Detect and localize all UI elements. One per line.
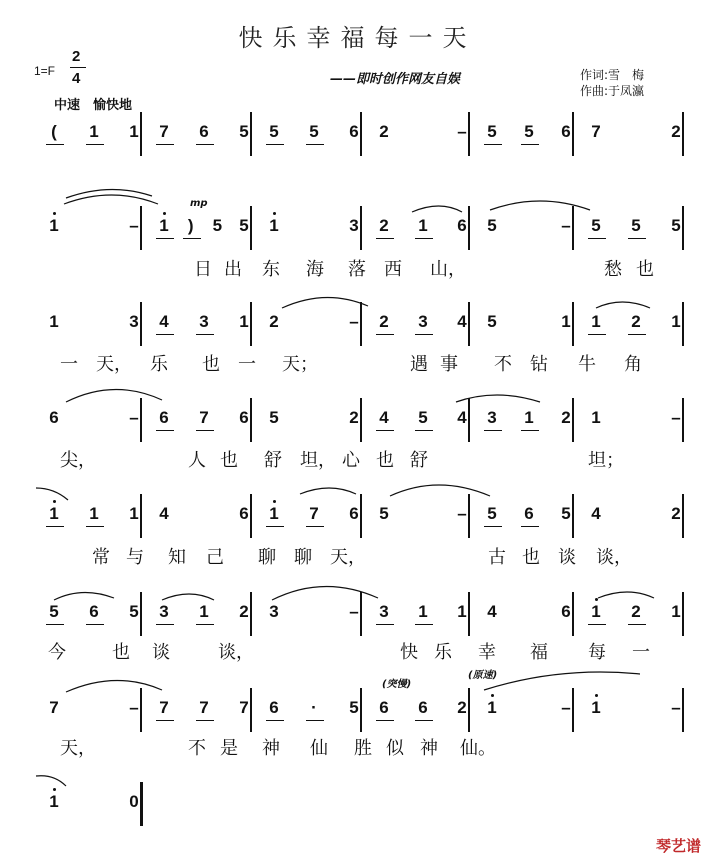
bar-line [468, 592, 470, 636]
jianpu-note: 2 [379, 122, 389, 141]
lyric-syllable: 尖， [60, 450, 96, 471]
jianpu-note: 6 [561, 122, 571, 141]
source-note: ——即时创作网友自娱 [330, 72, 461, 87]
lyric-syllable: 牛 [578, 354, 596, 375]
jianpu-note: 3 [349, 216, 359, 235]
jianpu-note: 1 [418, 216, 428, 235]
lyric-syllable: 东 [262, 259, 280, 280]
jianpu-note: 2 [671, 122, 681, 141]
jianpu-note: 1 [49, 312, 59, 331]
jianpu-note: 6 [199, 122, 209, 141]
bar-line [468, 494, 470, 538]
eighth-note-underline [521, 144, 539, 145]
jianpu-note: 5 [487, 122, 497, 141]
bar-line [572, 302, 574, 346]
jianpu-note: 5 [631, 216, 641, 235]
jianpu-note: 1 [418, 602, 428, 621]
jianpu-note: 6 [457, 216, 467, 235]
lyric-syllable: 天， [96, 354, 132, 375]
eighth-note-underline [196, 624, 214, 625]
jianpu-note: 6 [49, 408, 59, 427]
bar-line [572, 494, 574, 538]
score-row [30, 398, 685, 442]
bar-line [572, 112, 574, 156]
jianpu-note: 4 [159, 312, 169, 331]
jianpu-note: 1 [199, 602, 209, 621]
jianpu-note: 7 [49, 698, 59, 717]
score-row [30, 494, 685, 538]
eighth-note-underline [196, 720, 214, 721]
eighth-note-underline [628, 624, 646, 625]
jianpu-note: 3 [418, 312, 428, 331]
jianpu-note: 2 [631, 312, 641, 331]
bar-line [572, 206, 574, 250]
bar-line [360, 592, 362, 636]
eighth-note-underline [266, 720, 284, 721]
lyric-syllable: 常 [92, 547, 110, 568]
octave-dot-above [53, 500, 56, 503]
jianpu-note: – [349, 312, 359, 331]
lyricist-credit: 作词:雪 梅 [580, 68, 645, 82]
lyric-syllable: 天； [282, 354, 318, 375]
jianpu-note: 3 [129, 312, 139, 331]
lyric-syllable: 谈， [596, 547, 632, 568]
lyric-syllable: 也 [220, 450, 238, 471]
eighth-note-underline [156, 430, 174, 431]
jianpu-note: 5 [239, 216, 249, 235]
jianpu-note: 7 [199, 408, 209, 427]
eighth-note-underline [415, 238, 433, 239]
eighth-note-underline [196, 334, 214, 335]
lyric-syllable: 坦， [300, 450, 336, 471]
eighth-note-underline [376, 720, 394, 721]
bar-line [468, 112, 470, 156]
lyric-syllable: 每 [588, 642, 606, 663]
jianpu-note: 7 [239, 698, 249, 717]
jianpu-note: 1 [49, 216, 59, 235]
lyric-syllable: 日 [194, 259, 212, 280]
score-row [30, 592, 685, 636]
lyric-syllable: 古 [488, 547, 506, 568]
lyric-syllable: 也 [376, 450, 394, 471]
eighth-note-underline [156, 144, 174, 145]
eighth-note-underline [628, 238, 646, 239]
jianpu-note: 1 [49, 504, 59, 523]
octave-dot-above [595, 694, 598, 697]
bar-line [468, 398, 470, 442]
jianpu-note: – [671, 408, 681, 427]
lyric-syllable: 事 [440, 354, 458, 375]
lyric-syllable: 也 [112, 642, 130, 663]
jianpu-note: 5 [487, 504, 497, 523]
jianpu-note: 5 [49, 602, 59, 621]
jianpu-note: 5 [269, 122, 279, 141]
jianpu-note: 2 [349, 408, 359, 427]
tempo-marking: 中速 愉快地 [54, 98, 133, 113]
eighth-note-underline [415, 334, 433, 335]
jianpu-note: 4 [457, 408, 467, 427]
lyric-syllable: 出 [224, 259, 242, 280]
lyric-syllable: 仙 [310, 738, 328, 759]
eighth-note-underline [628, 334, 646, 335]
lyric-syllable: 己 [206, 547, 224, 568]
bar-line [250, 398, 252, 442]
jianpu-note: 1 [561, 312, 571, 331]
jianpu-note: 1 [591, 602, 601, 621]
eighth-note-underline [266, 144, 284, 145]
lyric-syllable: 聊 [294, 547, 312, 568]
lyric-syllable: 快 [400, 642, 418, 663]
octave-dot-above [595, 598, 598, 601]
lyric-syllable: 今 [48, 642, 66, 663]
jianpu-note: 7 [199, 698, 209, 717]
lyric-syllable: 似 [386, 738, 404, 759]
jianpu-note: 4 [457, 312, 467, 331]
lyric-syllable: 是 [220, 738, 238, 759]
bar-line [682, 688, 684, 732]
lyric-syllable: 不 [188, 738, 206, 759]
jianpu-note: 2 [561, 408, 571, 427]
jianpu-note: 7 [159, 698, 169, 717]
eighth-note-underline [376, 238, 394, 239]
bar-line [140, 206, 142, 250]
jianpu-note: ( [51, 122, 57, 141]
jianpu-note: 1 [457, 602, 467, 621]
jianpu-note: 4 [379, 408, 389, 427]
lyric-syllable: 神 [420, 738, 438, 759]
lyric-syllable: 乐 [150, 354, 168, 375]
octave-dot-above [53, 788, 56, 791]
eighth-note-underline [306, 526, 324, 527]
jianpu-note: 1 [49, 792, 59, 811]
bar-line [140, 494, 142, 538]
jianpu-note: 6 [349, 504, 359, 523]
jianpu-note: – [457, 504, 467, 523]
jianpu-note: 5 [561, 504, 571, 523]
lyric-syllable: 天， [60, 738, 96, 759]
lyric-syllable: 心 [342, 450, 360, 471]
eighth-note-underline [415, 720, 433, 721]
bar-line [250, 206, 252, 250]
eighth-note-underline [86, 624, 104, 625]
bar-line [682, 206, 684, 250]
octave-dot-above [163, 212, 166, 215]
bar-line [468, 206, 470, 250]
jianpu-note: 1 [487, 698, 497, 717]
bar-line [140, 782, 143, 826]
jianpu-note: 0 [129, 792, 139, 811]
eighth-note-underline [46, 624, 64, 625]
lyric-syllable: 也 [636, 259, 654, 280]
jianpu-note: 6 [349, 122, 359, 141]
bar-line [572, 688, 574, 732]
eighth-note-underline [588, 624, 606, 625]
eighth-note-underline [266, 526, 284, 527]
jianpu-note: 5 [349, 698, 359, 717]
eighth-note-underline [588, 238, 606, 239]
jianpu-note: 6 [524, 504, 534, 523]
eighth-note-underline [484, 526, 502, 527]
jianpu-note: 5 [269, 408, 279, 427]
jianpu-note: 5 [418, 408, 428, 427]
bar-line [250, 494, 252, 538]
lyric-syllable: 人 [188, 450, 206, 471]
lyric-syllable: 与 [126, 547, 144, 568]
bar-line [140, 398, 142, 442]
lyric-syllable: 一 [238, 354, 256, 375]
lyric-syllable: 也 [202, 354, 220, 375]
jianpu-note: 7 [159, 122, 169, 141]
jianpu-note: 6 [239, 408, 249, 427]
jianpu-note: – [349, 602, 359, 621]
bar-line [140, 112, 142, 156]
eighth-note-underline [156, 238, 174, 239]
jianpu-note: 1 [591, 698, 601, 717]
bar-line [140, 592, 142, 636]
jianpu-note: 6 [418, 698, 428, 717]
lyric-syllable: 海 [306, 259, 324, 280]
eighth-note-underline [415, 624, 433, 625]
lyric-syllable: 幸 [478, 642, 496, 663]
bar-line [360, 206, 362, 250]
jianpu-note: 2 [457, 698, 467, 717]
jianpu-note: 1 [239, 312, 249, 331]
eighth-note-underline [196, 144, 214, 145]
lyric-syllable: 天， [330, 547, 366, 568]
lyric-syllable: 山， [430, 259, 466, 280]
bar-line [468, 302, 470, 346]
jianpu-note: 3 [379, 602, 389, 621]
lyric-syllable: 胜 [354, 738, 372, 759]
lyric-syllable: 福 [530, 642, 548, 663]
jianpu-note: 1 [591, 312, 601, 331]
jianpu-note: 1 [89, 122, 99, 141]
jianpu-note: · [311, 698, 317, 717]
jianpu-note: 1 [671, 602, 681, 621]
jianpu-note: 1 [269, 504, 279, 523]
jianpu-note: 6 [561, 602, 571, 621]
lyric-syllable: 也 [522, 547, 540, 568]
tempo-mark-primo: (原速) [468, 670, 498, 681]
lyric-syllable: 知 [168, 547, 186, 568]
site-logo: 琴艺谱 [655, 837, 701, 855]
eighth-note-underline [415, 430, 433, 431]
lyric-syllable: 乐 [434, 642, 452, 663]
octave-dot-above [53, 212, 56, 215]
jianpu-note: 6 [89, 602, 99, 621]
bar-line [360, 398, 362, 442]
eighth-note-underline [156, 334, 174, 335]
jianpu-note: – [561, 698, 571, 717]
jianpu-note: 1 [671, 312, 681, 331]
score-row [30, 302, 685, 346]
jianpu-note: 1 [159, 216, 169, 235]
jianpu-note: 2 [379, 216, 389, 235]
jianpu-note: 5 [212, 216, 223, 235]
time-signature-bottom: 4 [72, 70, 81, 87]
bar-line [250, 592, 252, 636]
eighth-note-underline [46, 526, 64, 527]
jianpu-note: 5 [487, 312, 497, 331]
bar-line [360, 688, 362, 732]
lyric-syllable: 西 [384, 259, 402, 280]
lyric-syllable: 谈 [558, 547, 576, 568]
jianpu-note: 5 [524, 122, 534, 141]
bar-line [682, 302, 684, 346]
jianpu-note: 1 [524, 408, 534, 427]
score-row [30, 782, 685, 826]
bar-line [572, 398, 574, 442]
eighth-note-underline [86, 144, 104, 145]
lyric-syllable: 聊 [258, 547, 276, 568]
jianpu-note: 5 [309, 122, 319, 141]
lyric-syllable: 仙。 [460, 738, 496, 759]
bar-line [140, 302, 142, 346]
lyric-syllable: 一 [60, 354, 78, 375]
jianpu-note: 4 [159, 504, 169, 523]
bar-line [572, 592, 574, 636]
jianpu-note: 7 [591, 122, 601, 141]
eighth-note-underline [376, 624, 394, 625]
jianpu-note: 5 [671, 216, 681, 235]
jianpu-note: – [129, 216, 139, 235]
lyric-syllable: 角 [624, 354, 642, 375]
eighth-note-underline [196, 430, 214, 431]
bar-line [250, 302, 252, 346]
eighth-note-underline [521, 430, 539, 431]
eighth-note-underline [306, 720, 324, 721]
bar-line [682, 592, 684, 636]
bar-line [468, 688, 470, 732]
bar-line [360, 494, 362, 538]
eighth-note-underline [484, 430, 502, 431]
lyric-syllable: 神 [262, 738, 280, 759]
jianpu-note: 6 [159, 408, 169, 427]
jianpu-note: 3 [487, 408, 497, 427]
song-title: 快乐幸福每一天 [238, 24, 477, 52]
score-row [30, 112, 685, 156]
lyric-syllable: 舒 [264, 450, 282, 471]
lyric-syllable: 谈 [152, 642, 170, 663]
lyric-syllable: 落 [348, 259, 366, 280]
bar-line [360, 112, 362, 156]
jianpu-note: 3 [159, 602, 169, 621]
eighth-note-underline [376, 430, 394, 431]
bar-line [250, 112, 252, 156]
score-row [30, 206, 685, 250]
lyric-syllable: 遇 [410, 354, 428, 375]
eighth-note-underline [306, 144, 324, 145]
jianpu-note: 7 [309, 504, 319, 523]
score-row [30, 688, 685, 732]
lyric-syllable: 谈， [218, 642, 254, 663]
jianpu-note: 1 [129, 504, 139, 523]
jianpu-note: 4 [487, 602, 497, 621]
jianpu-note: 2 [269, 312, 279, 331]
jianpu-note: 1 [591, 408, 601, 427]
octave-dot-above [273, 212, 276, 215]
octave-dot-above [491, 694, 494, 697]
lyric-syllable: 钻 [530, 354, 548, 375]
bar-line [682, 494, 684, 538]
jianpu-note: 5 [379, 504, 389, 523]
eighth-note-underline [376, 334, 394, 335]
eighth-note-underline [46, 144, 64, 145]
jianpu-note: 2 [671, 504, 681, 523]
jianpu-note: 3 [269, 602, 279, 621]
jianpu-note: 5 [239, 122, 249, 141]
eighth-note-underline [86, 526, 104, 527]
jianpu-note: – [129, 408, 139, 427]
jianpu-note: 5 [591, 216, 601, 235]
bar-line [140, 688, 142, 732]
eighth-note-underline [156, 624, 174, 625]
bar-line [250, 688, 252, 732]
lyric-syllable: 一 [632, 642, 650, 663]
jianpu-note: ) [187, 216, 194, 235]
dynamic-mark-mp: mp [190, 198, 208, 209]
jianpu-note: 5 [487, 216, 497, 235]
lyric-syllable: 不 [494, 354, 512, 375]
tempo-mark-slow: (突慢) [382, 679, 412, 690]
eighth-note-underline [521, 526, 539, 527]
eighth-note-underline [183, 238, 201, 239]
bar-line [682, 112, 684, 156]
jianpu-note: 6 [269, 698, 279, 717]
eighth-note-underline [484, 144, 502, 145]
jianpu-note: 5 [129, 602, 139, 621]
jianpu-note: 3 [199, 312, 209, 331]
jianpu-note: 1 [269, 216, 279, 235]
eighth-note-underline [588, 334, 606, 335]
jianpu-note: 6 [239, 504, 249, 523]
jianpu-note: – [129, 698, 139, 717]
lyric-syllable: 愁 [604, 259, 622, 280]
jianpu-note: – [671, 698, 681, 717]
jianpu-note: 4 [591, 504, 601, 523]
jianpu-note: 1 [89, 504, 99, 523]
bar-line [682, 398, 684, 442]
lyric-syllable: 舒 [410, 450, 428, 471]
key-signature: 1=F [34, 64, 56, 78]
jianpu-note: – [457, 122, 467, 141]
jianpu-note: 2 [631, 602, 641, 621]
jianpu-note: 1 [129, 122, 139, 141]
octave-dot-above [273, 500, 276, 503]
lyric-syllable: 坦； [588, 450, 624, 471]
eighth-note-underline [156, 720, 174, 721]
time-signature-top: 2 [72, 48, 81, 65]
jianpu-note: – [561, 216, 571, 235]
composer-credit: 作曲:于凤瀛 [580, 84, 645, 98]
bar-line [360, 302, 362, 346]
jianpu-note: 2 [379, 312, 389, 331]
jianpu-note: 2 [239, 602, 249, 621]
jianpu-note: 6 [379, 698, 389, 717]
